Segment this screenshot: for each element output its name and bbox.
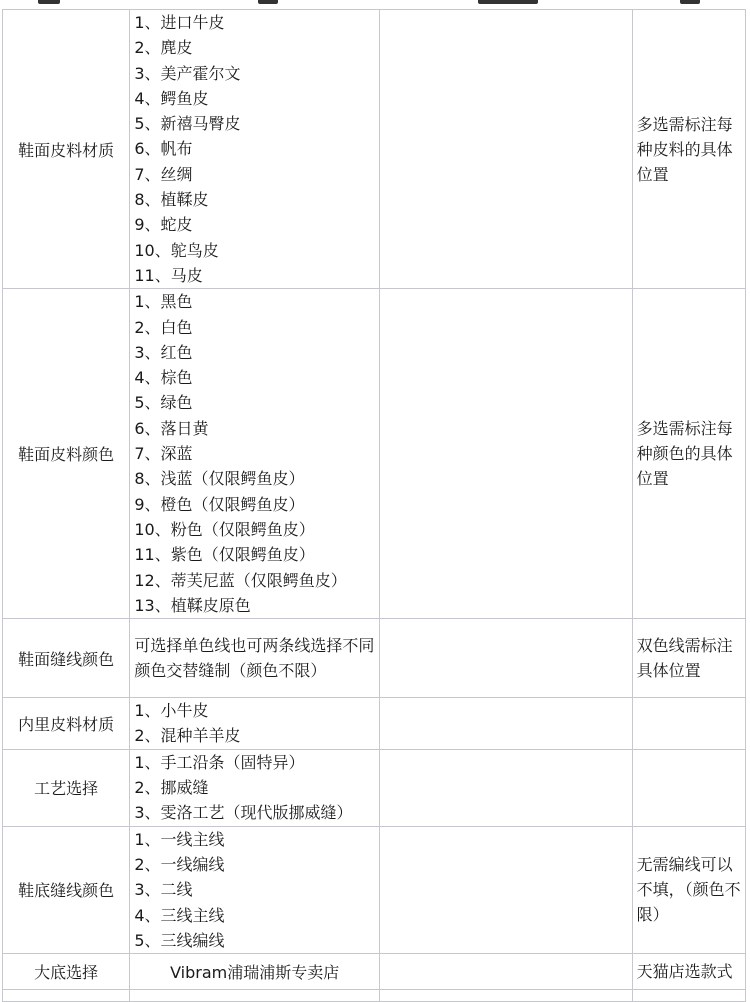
options-cell: Vibram浦瑞浦斯专卖店 (130, 954, 380, 990)
list-item: 5、绿色 (134, 393, 193, 413)
note-cell: 无需编线可以不填，（颜色不限） (632, 826, 745, 953)
options-cell (130, 698, 380, 750)
list-item: 1、黑色 (134, 292, 193, 312)
table-row (3, 289, 746, 619)
list-item: 4、鳄鱼皮 (134, 88, 209, 108)
list-item: 1、小牛皮 (134, 701, 209, 721)
note-cell: 多选需标注每种颜色的具体位置 (632, 289, 745, 619)
options-cell (130, 10, 380, 289)
cut-off-header-fragments (0, 0, 750, 9)
list-item: 2、麂皮 (134, 38, 193, 58)
list-item: 3、二线 (134, 880, 193, 900)
note-cell: 天猫店选款式 (632, 954, 745, 990)
table-row (3, 954, 746, 990)
options-cell: 可选择单色线也可两条线选择不同颜色交替缝制（颜色不限） (130, 619, 380, 698)
list-item: 11、马皮 (134, 265, 203, 285)
list-item: 8、浅蓝（仅限鳄鱼皮） (134, 469, 305, 489)
options-cell (130, 826, 380, 953)
note-cell (632, 749, 745, 826)
list-item: 3、美产霍尔文 (134, 63, 241, 83)
options-cell (130, 749, 380, 826)
list-item: 10、鸵鸟皮 (134, 240, 219, 260)
list-item: 10、粉色（仅限鳄鱼皮） (134, 519, 315, 539)
list-item: 5、三线编线 (134, 930, 225, 950)
list-item: 2、白色 (134, 317, 193, 337)
table-row (3, 749, 746, 826)
list-item: 3、雯洛工艺（现代版挪威缝） (134, 803, 353, 823)
note-cell (632, 698, 745, 750)
table-row (3, 826, 746, 953)
list-item: 8、植鞣皮 (134, 190, 209, 210)
list-item: 4、棕色 (134, 368, 193, 388)
list-item: 6、落日黄 (134, 418, 209, 438)
list-item: 4、三线主线 (134, 905, 225, 925)
list-item: 12、蒂芙尼蓝（仅限鳄鱼皮） (134, 570, 347, 590)
row-name: 鞋底缝线颜色 (3, 826, 130, 953)
table-row (3, 698, 746, 750)
empty-cell[interactable] (380, 826, 633, 953)
list-item: 1、一线主线 (134, 829, 225, 849)
list-item: 1、进口牛皮 (134, 13, 225, 32)
empty-cell[interactable] (380, 698, 633, 750)
note-cell: 双色线需标注具体位置 (632, 619, 745, 698)
row-name: 工艺选择 (3, 749, 130, 826)
table-row (3, 619, 746, 698)
row-name: 鞋面皮料材质 (3, 10, 130, 289)
list-item: 9、橙色（仅限鳄鱼皮） (134, 494, 305, 514)
row-name: 内里皮料材质 (3, 698, 130, 750)
list-item: 3、红色 (134, 342, 193, 362)
empty-cell[interactable] (380, 749, 633, 826)
row-name: 大底选择 (3, 954, 130, 990)
empty-cell[interactable] (380, 289, 633, 619)
empty-cell[interactable] (380, 619, 633, 698)
empty-cell[interactable] (380, 10, 633, 289)
list-item: 7、丝绸 (134, 164, 193, 184)
list-item: 5、新禧马臀皮 (134, 114, 241, 134)
list-item: 2、一线编线 (134, 854, 225, 874)
note-cell: 多选需标注每种皮料的具体位置 (632, 10, 745, 289)
list-item: 2、挪威缝 (134, 778, 209, 798)
list-item: 9、蛇皮 (134, 215, 193, 235)
empty-cell[interactable] (380, 954, 633, 990)
table-row (3, 10, 746, 289)
row-name: 鞋面皮料颜色 (3, 289, 130, 619)
list-item: 7、深蓝 (134, 444, 193, 464)
list-item: 11、紫色（仅限鳄鱼皮） (134, 545, 315, 565)
spec-table (2, 9, 746, 1002)
row-name: 鞋面缝线颜色 (3, 619, 130, 698)
list-item: 2、混种羊羊皮 (134, 726, 241, 746)
list-item: 6、帆布 (134, 139, 193, 159)
list-item: 1、手工沿条（固特异） (134, 752, 305, 772)
list-item: 13、植鞣皮原色 (134, 595, 251, 615)
options-cell (130, 289, 380, 619)
